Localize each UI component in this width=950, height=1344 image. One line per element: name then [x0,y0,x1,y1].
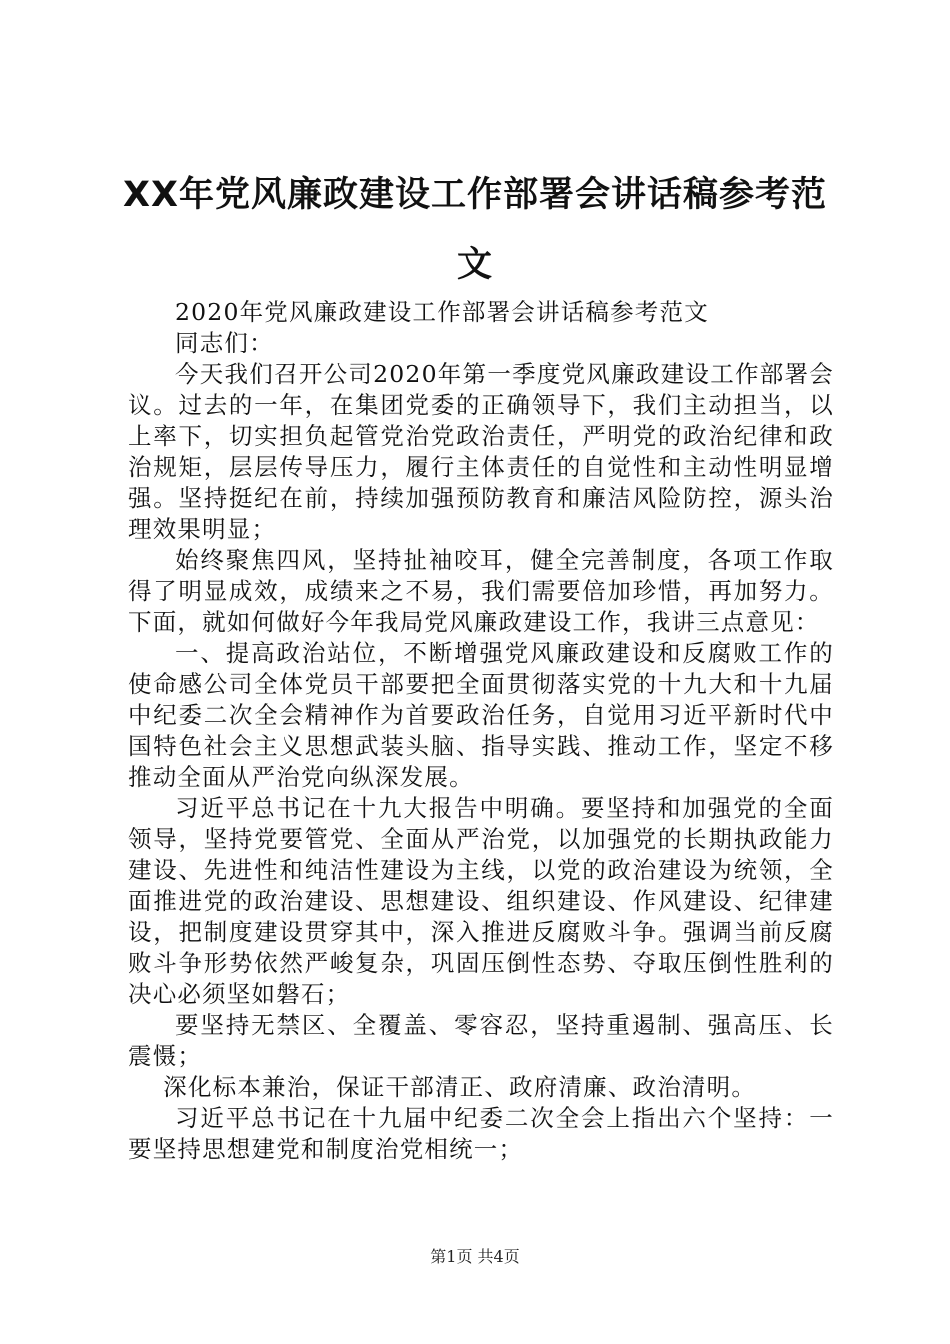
paragraph: 始终聚焦四风，坚持扯袖咬耳，健全完善制度，各项工作取得了明显成效，成绩来之不易，我们需要倍加珍惜，再加努力。下面，就如何做好今年我局党风廉政建设工作，我讲三点意见： [128,546,834,636]
paragraph: 习近平总书记在十九大报告中明确。要坚持和加强党的全面领导，坚持党要管党、全面从严治党，以加强党的长期执政能力建设、先进性和纯洁性建设为主线，以党的政治建设为统领，全面推进党的政治建设、思想建设、组织建设、作风建设、纪律建设，把制度建设贯穿其中，深入推进反腐败斗争。强调当前反腐败斗争形势依然严峻复杂，巩固压倒性态势、夺取压倒性胜利的决心必须坚如磐石； [128,794,834,1008]
paragraph-subtitle: 2020年党风廉政建设工作部署会讲话稿参考范文 [175,298,709,326]
document-body [128,297,834,1165]
paragraph: 要坚持无禁区、全覆盖、零容忍，坚持重遏制、强高压、长震慑； [128,1011,834,1070]
page-footer: 第1页 共4页 [430,1247,520,1266]
paragraph: 习近平总书记在十九届中纪委二次全会上指出六个坚持：一要坚持思想建党和制度治党相统一； [128,1104,834,1163]
paragraph: 今天我们召开公司2020年第一季度党风廉政建设工作部署会议。过去的一年，在集团党委的正确领导下，我们主动担当，以上率下，切实担负起管党治党政治责任，严明党的政治纪律和政治规矩，层层传导压力，履行主体责任的自觉性和主动性明显增强。坚持挺纪在前，持续加强预防教育和廉洁风险防控，源头治理效果明显； [128,360,834,543]
paragraph: 深化标本兼治，保证干部清正、政府清廉、政治清明。 [163,1073,757,1101]
document-title: XX年党风廉政建设工作部署会讲话稿参考范文 [123,175,827,285]
paragraph-salutation: 同志们： [175,329,274,357]
paragraph: 一、提高政治站位，不断增强党风廉政建设和反腐败工作的使命感公司全体党员干部要把全面贯彻落实党的十九大和十九届中纪委二次全会精神作为首要政治任务，自觉用习近平新时代中国特色社会主义思想武装头脑、指导实践、推动工作，坚定不移推动全面从严治党向纵深发展。 [128,639,834,791]
